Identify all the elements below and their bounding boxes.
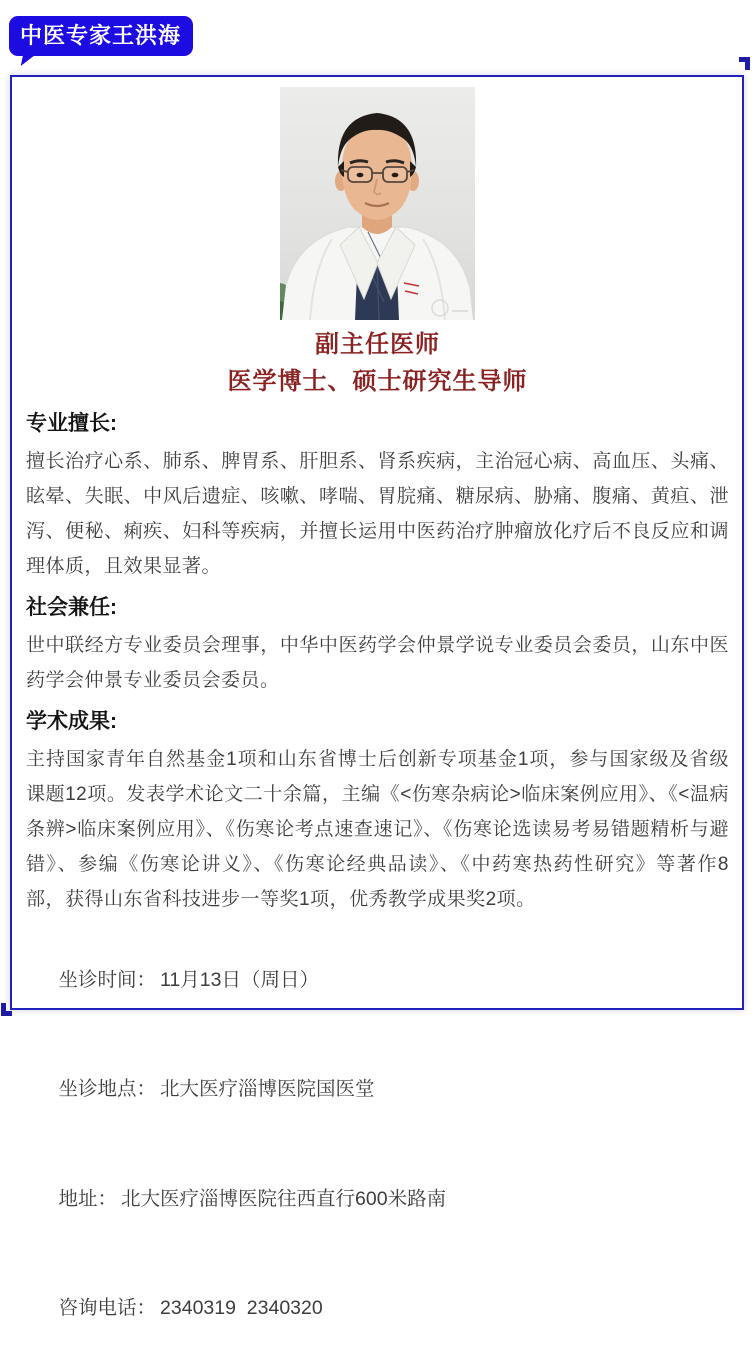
badge-tail — [21, 54, 37, 66]
clinic-phone-line — [26, 1254, 729, 1363]
expert-badge — [9, 16, 193, 56]
section-social-positions — [26, 595, 729, 698]
clinic-location-label: 坐诊地点： — [59, 1078, 157, 1100]
doctor-title-degree: 医学博士、硕士研究生导师 — [26, 363, 729, 400]
expert-badge-label: 中医专家王洪海 — [20, 23, 181, 48]
section-specialty — [26, 411, 729, 584]
clinic-location-value: 北大医疗淄博医院国医堂 — [160, 1078, 375, 1100]
section-body-academic-achievements: 主持国家青年自然基金1项和山东省博士后创新专项基金1项，参与国家级及省级课题12项。发表学术论文二十余篇，主编《<伤寒杂病论>临床案例应用》、《<温病条辨>临床案例应用》、《伤寒论考点速查速记》、《伤寒论选读易考易错题精析与避错》、参编《伤寒论讲义》、《伤寒论经典品读》、《中药寒热药性研究》等著作8部，获得山东省科技进步一等奖1项，优秀教学成果奖2项。 — [26, 742, 729, 917]
section-heading-specialty: 专业擅长: — [26, 411, 729, 437]
section-heading-social-positions: 社会兼任: — [26, 595, 729, 621]
clinic-phone-value: 2340319 2340320 — [160, 1297, 323, 1319]
clinic-info — [26, 925, 729, 1363]
doctor-photo — [280, 87, 475, 320]
clinic-location-line — [26, 1035, 729, 1145]
clinic-phone-label: 咨询电话： — [59, 1297, 157, 1319]
doctor-title-rank: 副主任医师 — [26, 326, 729, 363]
section-body-specialty: 擅长治疗心系、肺系、脾胃系、肝胆系、肾系疾病，主治冠心病、高血压、头痛、眩晕、失眠、中风后遗症、咳嗽、哮喘、胃脘痛、糖尿病、胁痛、腹痛、黄疸、泄泻、便秘、痢疾、妇科等疾病，并擅长运用中医药治疗肿瘤放化疗后不良反应和调理体质，且效果显著。 — [26, 444, 729, 584]
section-academic-achievements — [26, 709, 729, 917]
corner-bracket-top-right — [739, 57, 750, 70]
clinic-address-line — [26, 1144, 729, 1254]
clinic-address-label: 地址： — [59, 1188, 118, 1210]
clinic-time-value: 11月13日（周日） — [160, 969, 319, 991]
clinic-time-label: 坐诊时间： — [59, 969, 157, 991]
clinic-address-value: 北大医疗淄博医院往西直行600米路南 — [121, 1188, 446, 1210]
clinic-time-line — [26, 925, 729, 1035]
profile-card — [10, 75, 744, 1010]
section-body-social-positions: 世中联经方专业委员会理事，中华中医药学会仲景学说专业委员会委员，山东中医药学会仲景专业委员会委员。 — [26, 628, 729, 698]
section-heading-academic-achievements: 学术成果: — [26, 709, 729, 735]
doctor-portrait-illustration — [280, 87, 475, 320]
